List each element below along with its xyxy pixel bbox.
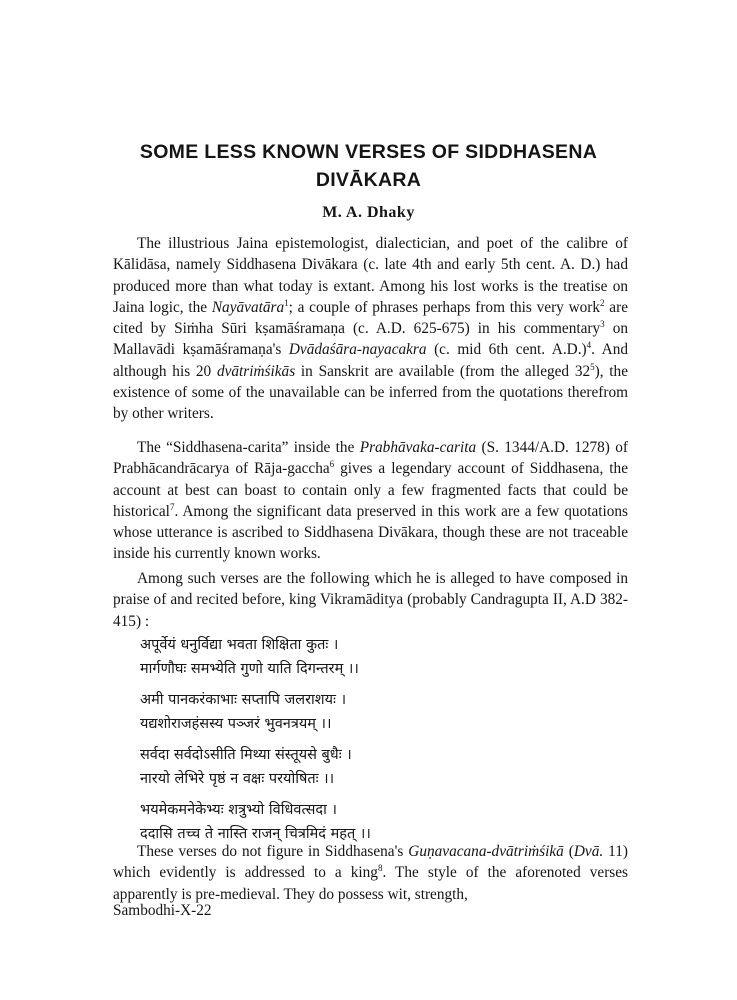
footnote-ref: 1 [284, 297, 289, 308]
footnote-ref: 5 [590, 361, 595, 372]
text-run: in Sanskrit are available (from the alleged 32 [295, 362, 591, 380]
verse-line: सर्वदा सर्वदोऽसीति मिथ्या संस्तूयसे बुधैः । [140, 747, 352, 763]
verse-line: ददासि तच्च ते नास्ति राजन् चित्रमिदं महत् ।। [140, 826, 371, 842]
verse-line: मार्गणौघः समभ्येति गुणो याति दिगन्तरम् ।। [140, 661, 359, 677]
paragraph-4 [113, 841, 628, 905]
paragraph-1 [113, 233, 628, 425]
text-run: (c. mid 6th cent. A.D.) [426, 341, 587, 359]
footnote-ref: 8 [377, 863, 383, 874]
title-line-1: SOME LESS KNOWN VERSES OF SIDDHASENA [139, 141, 598, 163]
text-run: ), the existence of some of the unavailable can be inferred from the quotations therefrom by other writers. [113, 362, 628, 423]
italic-title: Prabhāvaka-carita [359, 439, 477, 456]
italic-title: Guṇavacana-dvātriṁśikā [408, 843, 564, 860]
title-line-2: DIVĀKARA [315, 169, 422, 191]
text-run: Among such verses are the following which he is alleged to have composed in praise of and recited before, king Vikramāditya (probably Candragupta II, A.D 382-415) : [113, 570, 628, 630]
text-run: are cited by Siṁha Sūri kṣamāśramaṇa (c. A.D. 625-675) in his commentary [113, 298, 628, 338]
text-run: 11) which evidently is addressed to a king [113, 843, 628, 882]
text-run: gives a legendary account of Siddhasena, the account at best can boast to contain only a few fragmented facts that could be historical [113, 460, 628, 520]
text-run: ; a couple of phrases perhaps from this very work [288, 298, 601, 316]
text-run: . Among the significant data preserved in this work are a few quotations whose utterance is ascribed to Siddhasena Divākara, though these are not traceable inside his currently known works. [113, 502, 628, 563]
text-run: (S. 1344/A.D. 1278) of Prabhācandrācarya of Rāja-gaccha [113, 439, 628, 478]
footnote-ref: 2 [600, 297, 605, 308]
italic-title: dvātriṁśikās [216, 362, 296, 380]
verse-line: अमी पानकरंकाभाः सप्तापि जलराशयः । [140, 692, 347, 708]
article-title [100, 138, 637, 194]
verse [140, 798, 610, 846]
italic-title: Dvādaśāra-nayacakra [288, 341, 427, 359]
verse-line: नारयो लेभिरे पृष्ठं न वक्षः परयोषितः ।। [140, 771, 335, 787]
footnote-ref: 4 [586, 340, 592, 351]
paragraph-2 [113, 437, 628, 565]
sanskrit-verses [140, 633, 610, 846]
paragraph-3 [113, 568, 628, 632]
verse [140, 633, 610, 681]
text-run: on Mallavādi kṣamāśramaṇa's [113, 320, 628, 359]
text-run: . And although his 20 [113, 341, 628, 380]
text-run: ( [563, 843, 574, 860]
footnote-ref: 6 [329, 459, 335, 470]
text-run: . The style of the aforenoted verses apparently is pre-medieval. They do possess wit, strength, [113, 864, 628, 903]
verse-line: भयमेकमनेकेभ्यः शत्रुभ्यो विधिवत्सदा । [140, 802, 337, 818]
verse [140, 688, 610, 736]
footnote-ref: 7 [169, 501, 175, 512]
footnote-ref: 3 [600, 319, 605, 330]
verse [140, 743, 610, 791]
italic-abbreviation: Dvā. [573, 843, 604, 860]
italic-title: Nayāvatāra [211, 298, 285, 316]
page-footer: Sambodhi-X-22 [113, 902, 212, 919]
text-run: The “Siddhasena-carita” inside the [137, 439, 360, 456]
text-run: The illustrious Jaina epistemologist, dialectician, and poet of the calibre of Kālidāsa, namely Siddhasena Divākara (c. late 4th and early 5th cent. A. D.) had produced more than what today is extant. Among his lost works is the treatise on Jaina logic, the [113, 235, 628, 316]
text-run: These verses do not figure in Siddhasena's [137, 843, 409, 860]
verse-line: यद्यशोराजहंसस्य पञ्जरं भुवनत्रयम् ।। [140, 716, 332, 732]
verse-line: अपूर्वेयं धनुर्विद्या भवता शिक्षिता कुतः । [140, 637, 339, 653]
author-name: M. A. Dhaky [322, 204, 415, 221]
